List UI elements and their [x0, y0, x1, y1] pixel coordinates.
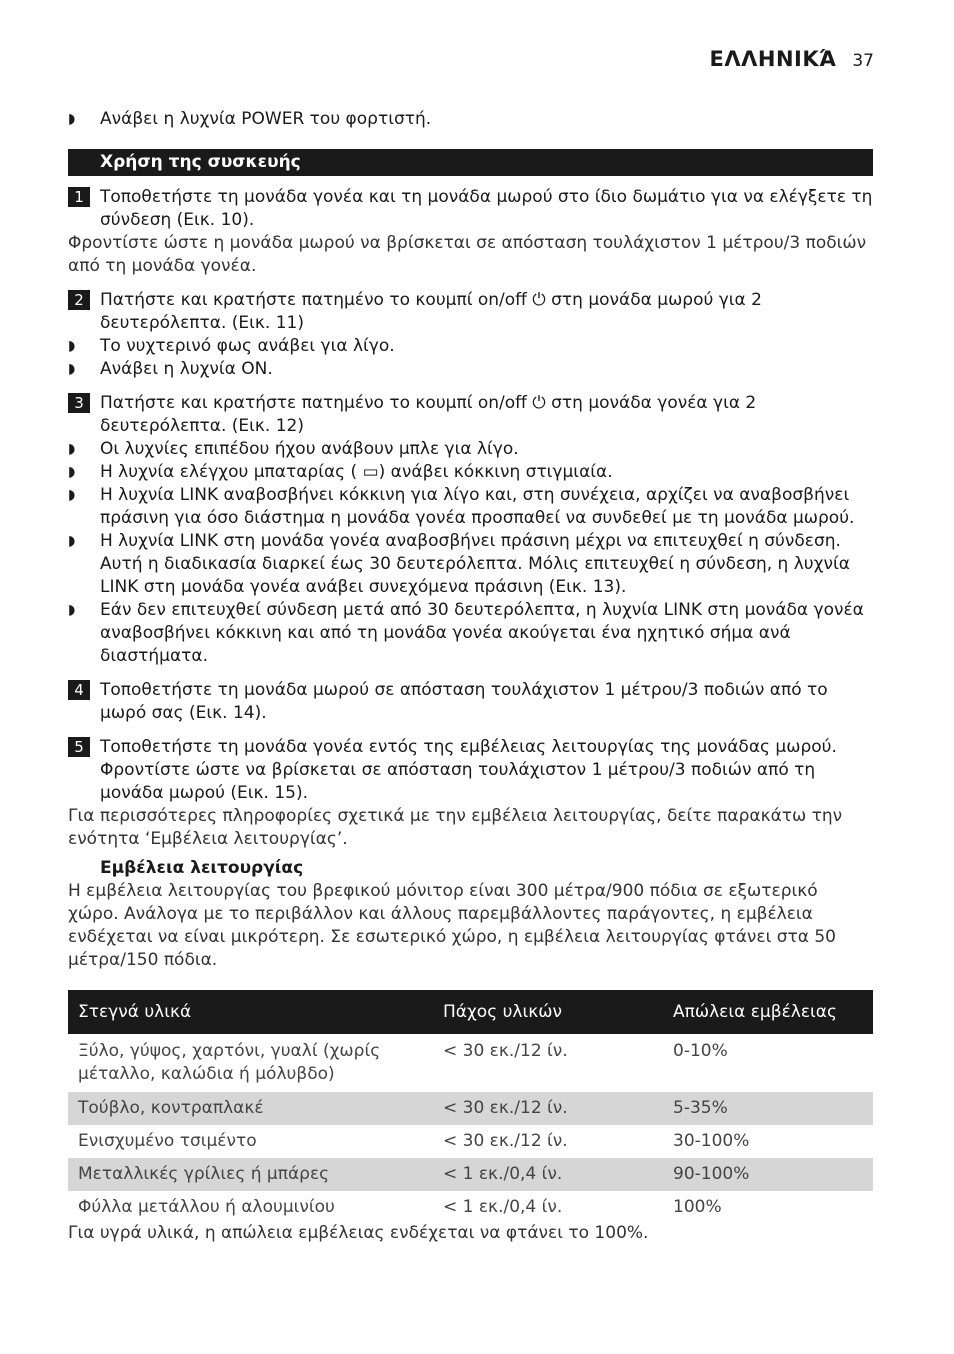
list-item: ◗ Ανάβει η λυχνία POWER του φορτιστή.: [68, 109, 432, 129]
bullet-icon: ◗: [68, 533, 76, 549]
step-number: 1: [68, 187, 90, 207]
step-1: 1 Τοποθετήστε τη μονάδα γονέα και τη μονάδα μωρού στο ίδιο δωμάτιο για να ελέγξετε τη σύνδεση (Εικ. 10).: [68, 186, 873, 232]
step-4: 4 Τοποθετήστε τη μονάδα μωρού σε απόσταση τουλάχιστον 1 μέτρου/3 ποδιών από το μωρό σας (Εικ. 14).: [68, 679, 873, 725]
step-1-note: Φροντίστε ώστε η μονάδα μωρού να βρίσκεται σε απόσταση τουλάχιστον 1 μέτρου/3 ποδιών από τη μονάδα γονέα.: [68, 233, 867, 276]
step-5-note: Για περισσότερες πληροφορίες σχετικά με την εμβέλεια λειτουργίας, δείτε παρακάτω την ενότητα ‘Εμβέλεια λειτουργίας’.: [68, 806, 843, 849]
section-title: Χρήση της συσκευής: [68, 149, 873, 176]
table-row: Φύλλα μετάλλου ή αλουμινίου < 1 εκ./0,4 ίν. 100%: [78, 1197, 722, 1217]
column-header: Πάχος υλικών: [433, 990, 663, 1034]
language-label: ΕΛΛΗΝΙΚΆ: [709, 47, 837, 71]
bullet-icon: ◗: [68, 441, 76, 457]
range-table: [68, 990, 873, 1224]
bullet-icon: ◗: [68, 361, 76, 377]
bullet-icon: ◗: [68, 111, 76, 127]
list-item: ◗ Ανάβει η λυχνία ON.: [68, 359, 273, 379]
step-5: 5 Τοποθετήστε τη μονάδα γονέα εντός της εμβέλειας λειτουργίας της μονάδας μωρού. Φροντίστε ώστε να βρίσκεται σε απόσταση τουλάχιστον 1 μέτρου/3 ποδιών από τη μονάδα μωρού (Εικ. 15).: [68, 736, 873, 805]
page-header: [710, 48, 874, 73]
bullet-icon: ◗: [68, 487, 76, 503]
step-number: 2: [68, 290, 90, 310]
list-item: ◗ Εάν δεν επιτευχθεί σύνδεση μετά από 30 δευτερόλεπτα, η λυχνία LINK στη μονάδα γονέα αναβοσβήνει κόκκινη και από τη μονάδα γονέα ακούγεται ένα ηχητικό σήμα ανά διαστήματα.: [68, 600, 864, 666]
step-number: 3: [68, 393, 90, 413]
table-row: Ξύλο, γύψος, χαρτόνι, γυαλί (χωρίς μέταλλο, καλώδια ή μόλυβδο) < 30 εκ./12 ίν. 0-10%: [78, 1041, 728, 1084]
bullet-icon: ◗: [68, 602, 76, 618]
column-header: Στεγνά υλικά: [68, 990, 433, 1034]
column-header: Απώλεια εμβέλειας: [663, 990, 873, 1034]
step-number: 5: [68, 737, 90, 757]
footer-note: Για υγρά υλικά, η απώλεια εμβέλειας ενδέχεται να φτάνει το 100%.: [68, 1223, 649, 1243]
bullet-icon: ◗: [68, 464, 76, 480]
table-row: Τούβλο, κοντραπλακέ < 30 εκ./12 ίν. 5-35%: [68, 1092, 873, 1125]
list-item: ◗ Η λυχνία LINK στη μονάδα γονέα αναβοσβήνει πράσινη μέχρι να επιτευχθεί η σύνδεση. Αυτή η διαδικασία διαρκεί έως 30 δευτερόλεπτα. Μόλις επιτευχθεί η σύνδεση, η λυχνία LINK στη μονάδα γονέα ανάβει συνεχόμενα πράσινη (Εικ. 13).: [68, 531, 850, 597]
step-3: 3 Πατήστε και κρατήστε πατημένο το κουμπί on/off ⏻ στη μονάδα γονέα για 2 δευτερόλεπτα. (Εικ. 12): [68, 392, 873, 438]
range-heading: Εμβέλεια λειτουργίας: [100, 858, 304, 878]
step-number: 4: [68, 680, 90, 700]
page-content: [68, 108, 873, 1224]
page-number: 37: [852, 51, 874, 71]
list-item: ◗ Η λυχνία ελέγχου μπαταρίας ( ▭) ανάβει κόκκινη στιγμιαία.: [68, 462, 613, 482]
list-item: ◗ Οι λυχνίες επιπέδου ήχου ανάβουν μπλε για λίγο.: [68, 439, 519, 459]
table-row: Μεταλλικές γρίλιες ή μπάρες < 1 εκ./0,4 ίν. 90-100%: [68, 1158, 873, 1191]
list-item: ◗ Η λυχνία LINK αναβοσβήνει κόκκινη για λίγο και, στη συνέχεια, αρχίζει να αναβοσβήνει πράσινη για όσο διάστημα η μονάδα γονέα προσπαθεί να συνδεθεί με τη μονάδα μωρού.: [68, 485, 855, 528]
range-text: Η εμβέλεια λειτουργίας του βρεφικού μόνιτορ είναι 300 μέτρα/900 πόδια σε εξωτερικό χώρο. Ανάλογα με το περιβάλλον και άλλους παρεμβάλλοντες παράγοντες, η εμβέλεια ενδέχεται να είναι μικρότερη. Σε εσωτερικό χώρο, η εμβέλεια λειτουργίας φτάνει στα 50 μέτρα/150 πόδια.: [68, 881, 836, 970]
list-item: ◗ Το νυχτερινό φως ανάβει για λίγο.: [68, 336, 395, 356]
table-header: [68, 990, 873, 1034]
bullet-icon: ◗: [68, 338, 76, 354]
step-2: 2 Πατήστε και κρατήστε πατημένο το κουμπί on/off ⏻ στη μονάδα μωρού για 2 δευτερόλεπτα. (Εικ. 11): [68, 289, 873, 335]
table-row: Ενισχυμένο τσιμέντο < 30 εκ./12 ίν. 30-100%: [78, 1131, 750, 1151]
